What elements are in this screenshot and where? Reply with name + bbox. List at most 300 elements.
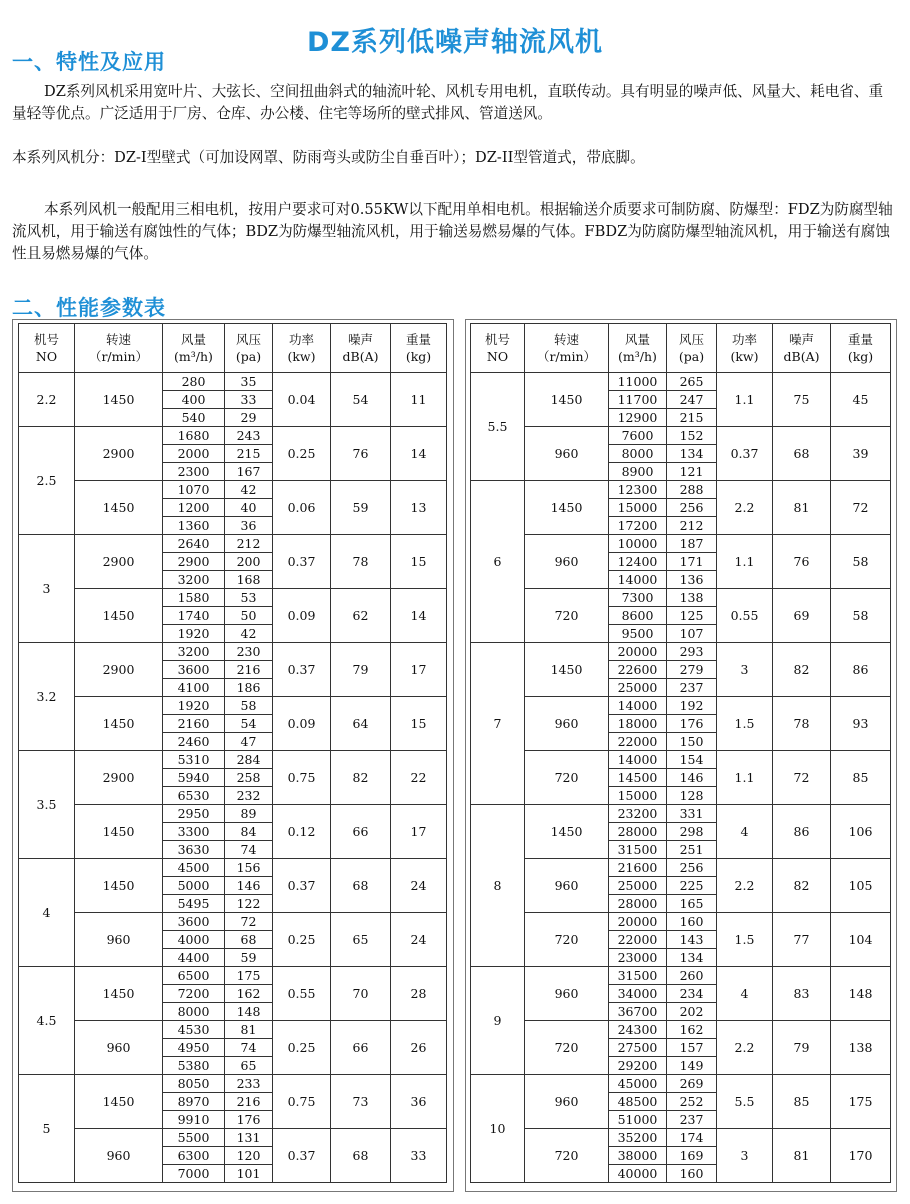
cell-noise: 85 [773,1075,831,1129]
cell-noise: 78 [331,535,391,589]
cell-speed: 1450 [75,1075,163,1129]
cell-pressure: 120 [225,1147,273,1165]
cell-airflow: 17200 [609,517,667,535]
cell-pressure: 215 [667,409,717,427]
cell-airflow: 5380 [163,1057,225,1075]
cell-pressure: 29 [225,409,273,427]
cell-speed: 1450 [75,805,163,859]
cell-airflow: 14000 [609,697,667,715]
cell-pressure: 131 [225,1129,273,1147]
cell-speed: 960 [525,859,609,913]
cell-pressure: 298 [667,823,717,841]
table-row [19,535,447,553]
cell-noise: 82 [331,751,391,805]
cell-airflow: 11700 [609,391,667,409]
cell-power: 0.37 [273,535,331,589]
header-unit: (kw) [730,349,759,364]
cell-airflow: 3200 [163,643,225,661]
cell-power: 1.5 [717,697,773,751]
cell-power: 1.1 [717,535,773,589]
cell-pressure: 146 [225,877,273,895]
table-row [471,805,891,823]
cell-speed: 960 [75,1021,163,1075]
cell-model-no: 4.5 [19,967,75,1075]
cell-airflow: 2900 [163,553,225,571]
cell-pressure: 165 [667,895,717,913]
header-unit: (pa) [235,349,262,364]
cell-airflow: 14000 [609,751,667,769]
table-row [471,373,891,391]
cell-pressure: 122 [225,895,273,913]
cell-power: 3 [717,1129,773,1183]
cell-power: 2.2 [717,1021,773,1075]
cell-airflow: 48500 [609,1093,667,1111]
cell-pressure: 215 [225,445,273,463]
table-row [19,697,447,715]
cell-power: 0.09 [273,589,331,643]
cell-speed: 960 [525,697,609,751]
cell-airflow: 3300 [163,823,225,841]
cell-pressure: 134 [667,949,717,967]
header-label: 转速 [105,332,131,347]
cell-pressure: 152 [667,427,717,445]
cell-pressure: 157 [667,1039,717,1057]
cell-power: 0.25 [273,913,331,967]
cell-pressure: 247 [667,391,717,409]
cell-model-no: 2.5 [19,427,75,535]
cell-pressure: 136 [667,571,717,589]
header-noise [773,324,831,373]
cell-airflow: 51000 [609,1111,667,1129]
cell-airflow: 27500 [609,1039,667,1057]
header-airflow [163,324,225,373]
cell-weight: 106 [831,805,891,859]
cell-airflow: 4000 [163,931,225,949]
cell-model-no: 9 [471,967,525,1075]
cell-weight: 58 [831,589,891,643]
cell-pressure: 42 [225,625,273,643]
cell-airflow: 1200 [163,499,225,517]
cell-weight: 72 [831,481,891,535]
table-row [19,1021,447,1039]
cell-pressure: 149 [667,1057,717,1075]
cell-speed: 720 [525,751,609,805]
table-row [471,1129,891,1147]
cell-pressure: 33 [225,391,273,409]
cell-pressure: 121 [667,463,717,481]
cell-pressure: 212 [225,535,273,553]
cell-weight: 15 [391,535,447,589]
cell-pressure: 256 [667,859,717,877]
cell-weight: 45 [831,373,891,427]
cell-airflow: 14500 [609,769,667,787]
header-unit: dB(A) [342,349,379,364]
cell-noise: 82 [773,643,831,697]
header-speed [75,324,163,373]
cell-weight: 175 [831,1075,891,1129]
header-unit: (kg) [847,349,874,364]
cell-airflow: 5495 [163,895,225,913]
header-power [273,324,331,373]
cell-airflow: 4400 [163,949,225,967]
cell-pressure: 293 [667,643,717,661]
cell-airflow: 7300 [609,589,667,607]
cell-power: 0.06 [273,481,331,535]
cell-airflow: 3600 [163,661,225,679]
header-unit: NO [35,349,58,364]
cell-pressure: 36 [225,517,273,535]
cell-airflow: 11000 [609,373,667,391]
cell-airflow: 6530 [163,787,225,805]
cell-airflow: 9910 [163,1111,225,1129]
header-label: 功率 [288,332,314,347]
header-unit: （r/min） [88,349,149,364]
cell-airflow: 23200 [609,805,667,823]
cell-pressure: 134 [667,445,717,463]
cell-pressure: 101 [225,1165,273,1183]
cell-speed: 2900 [75,427,163,481]
cell-airflow: 2300 [163,463,225,481]
header-pressure [667,324,717,373]
cell-airflow: 36700 [609,1003,667,1021]
header-unit: (kg) [405,349,432,364]
cell-noise: 75 [773,373,831,427]
cell-airflow: 20000 [609,913,667,931]
cell-weight: 58 [831,535,891,589]
cell-noise: 54 [331,373,391,427]
cell-pressure: 162 [225,985,273,1003]
cell-weight: 93 [831,697,891,751]
cell-weight: 138 [831,1021,891,1075]
cell-airflow: 1580 [163,589,225,607]
cell-airflow: 3630 [163,841,225,859]
cell-pressure: 89 [225,805,273,823]
cell-speed: 1450 [525,481,609,535]
header-unit: (m³/h) [174,349,213,364]
header-speed [525,324,609,373]
cell-pressure: 58 [225,697,273,715]
cell-speed: 1450 [75,373,163,427]
header-label: 风量 [624,332,650,347]
header-weight [831,324,891,373]
cell-airflow: 2640 [163,535,225,553]
cell-pressure: 251 [667,841,717,859]
cell-pressure: 128 [667,787,717,805]
cell-airflow: 35200 [609,1129,667,1147]
cell-airflow: 280 [163,373,225,391]
cell-airflow: 4530 [163,1021,225,1039]
cell-airflow: 25000 [609,877,667,895]
cell-speed: 2900 [75,535,163,589]
cell-pressure: 237 [667,1111,717,1129]
cell-airflow: 2000 [163,445,225,463]
cell-power: 2.2 [717,859,773,913]
cell-speed: 2900 [75,643,163,697]
cell-pressure: 156 [225,859,273,877]
cell-power: 1.5 [717,913,773,967]
table-row [471,481,891,499]
cell-pressure: 216 [225,661,273,679]
cell-pressure: 162 [667,1021,717,1039]
cell-airflow: 6300 [163,1147,225,1165]
header-unit: NO [486,349,509,364]
cell-noise: 76 [331,427,391,481]
cell-noise: 73 [331,1075,391,1129]
cell-weight: 26 [391,1021,447,1075]
cell-speed: 720 [525,1021,609,1075]
cell-airflow: 28000 [609,895,667,913]
cell-pressure: 65 [225,1057,273,1075]
cell-airflow: 21600 [609,859,667,877]
cell-noise: 77 [773,913,831,967]
cell-power: 0.25 [273,427,331,481]
cell-weight: 86 [831,643,891,697]
cell-airflow: 31500 [609,967,667,985]
header-pressure [225,324,273,373]
cell-pressure: 169 [667,1147,717,1165]
cell-noise: 81 [773,481,831,535]
table-row [471,1075,891,1093]
table-row [471,697,891,715]
cell-noise: 79 [331,643,391,697]
table-row [471,967,891,985]
cell-airflow: 22600 [609,661,667,679]
cell-speed: 1450 [75,697,163,751]
intro-paragraph-3: 本系列风机一般配用三相电机，按用户要求可对0.55KW以下配用单相电机。根据输送介质要求可制防腐、防爆型：FDZ为防腐型轴流风机，用于输送有腐蚀性的气体；BDZ为防爆型轴流风机，用于输送易燃易爆的气体。FBDZ为防腐防爆型轴流风机，用于输送有腐蚀性且易燃易爆的气体。 [12,201,893,262]
cell-airflow: 29200 [609,1057,667,1075]
cell-speed: 1450 [525,373,609,427]
cell-airflow: 6500 [163,967,225,985]
table-row [471,643,891,661]
header-unit: dB(A) [783,349,820,364]
cell-airflow: 20000 [609,643,667,661]
cell-noise: 69 [773,589,831,643]
cell-airflow: 45000 [609,1075,667,1093]
cell-airflow: 24300 [609,1021,667,1039]
cell-airflow: 2160 [163,715,225,733]
cell-airflow: 12300 [609,481,667,499]
header-unit: (kw) [287,349,316,364]
cell-airflow: 4100 [163,679,225,697]
cell-airflow: 8050 [163,1075,225,1093]
cell-power: 0.12 [273,805,331,859]
cell-pressure: 81 [225,1021,273,1039]
cell-weight: 148 [831,967,891,1021]
table-header-row [471,324,891,373]
cell-pressure: 200 [225,553,273,571]
header-unit: (pa) [678,349,705,364]
table-row [471,913,891,931]
cell-pressure: 107 [667,625,717,643]
table-row [19,751,447,769]
cell-pressure: 216 [225,1093,273,1111]
cell-airflow: 31500 [609,841,667,859]
cell-pressure: 138 [667,589,717,607]
cell-model-no: 10 [471,1075,525,1183]
header-model-no [19,324,75,373]
cell-noise: 83 [773,967,831,1021]
cell-weight: 39 [831,427,891,481]
cell-model-no: 3.2 [19,643,75,751]
cell-power: 0.75 [273,751,331,805]
cell-model-no: 6 [471,481,525,643]
cell-airflow: 8000 [609,445,667,463]
cell-power: 1.1 [717,751,773,805]
cell-power: 0.37 [273,859,331,913]
table-row [19,805,447,823]
cell-weight: 11 [391,373,447,427]
cell-pressure: 187 [667,535,717,553]
cell-speed: 2900 [75,751,163,805]
cell-airflow: 4950 [163,1039,225,1057]
table-row [19,967,447,985]
cell-airflow: 540 [163,409,225,427]
cell-weight: 28 [391,967,447,1021]
cell-airflow: 2950 [163,805,225,823]
cell-model-no: 3 [19,535,75,643]
cell-pressure: 243 [225,427,273,445]
cell-airflow: 25000 [609,679,667,697]
cell-pressure: 225 [667,877,717,895]
cell-noise: 62 [331,589,391,643]
cell-airflow: 38000 [609,1147,667,1165]
cell-pressure: 146 [667,769,717,787]
cell-weight: 17 [391,643,447,697]
cell-pressure: 175 [225,967,273,985]
cell-weight: 85 [831,751,891,805]
cell-airflow: 12400 [609,553,667,571]
cell-pressure: 125 [667,607,717,625]
cell-power: 1.1 [717,373,773,427]
cell-weight: 104 [831,913,891,967]
cell-pressure: 84 [225,823,273,841]
cell-power: 0.25 [273,1021,331,1075]
cell-model-no: 2.2 [19,373,75,427]
cell-speed: 1450 [75,481,163,535]
cell-airflow: 5000 [163,877,225,895]
cell-speed: 1450 [75,859,163,913]
cell-airflow: 1070 [163,481,225,499]
cell-speed: 1450 [525,643,609,697]
cell-model-no: 3.5 [19,751,75,859]
cell-airflow: 15000 [609,499,667,517]
cell-noise: 68 [331,1129,391,1183]
page-title: DZ系列低噪声轴流风机 [307,27,603,58]
cell-speed: 720 [525,1129,609,1183]
cell-pressure: 72 [225,913,273,931]
cell-pressure: 68 [225,931,273,949]
table-row [471,1021,891,1039]
cell-speed: 1450 [75,967,163,1021]
cell-pressure: 284 [225,751,273,769]
table-row [19,373,447,391]
cell-weight: 24 [391,913,447,967]
cell-airflow: 7600 [609,427,667,445]
cell-speed: 720 [525,913,609,967]
table-header-row [19,324,447,373]
cell-weight: 24 [391,859,447,913]
performance-table-right [470,323,891,1183]
cell-airflow: 22000 [609,931,667,949]
cell-pressure: 74 [225,841,273,859]
cell-pressure: 176 [225,1111,273,1129]
cell-airflow: 3200 [163,571,225,589]
cell-power: 0.09 [273,697,331,751]
cell-weight: 22 [391,751,447,805]
cell-airflow: 8000 [163,1003,225,1021]
cell-pressure: 237 [667,679,717,697]
table-row [19,427,447,445]
table-row [19,643,447,661]
cell-power: 0.75 [273,1075,331,1129]
cell-airflow: 8970 [163,1093,225,1111]
header-label: 风压 [678,332,704,347]
intro-paragraph-1: DZ系列风机采用宽叶片、大弦长、空间扭曲斜式的轴流叶轮、风机专用电机，直联传动。具有明显的噪声低、风量大、耗电省、重量轻等优点。广泛适用于厂房、仓库、办公楼、住宅等场所的壁式排风、管道送风。 [12,83,884,122]
cell-power: 2.2 [717,481,773,535]
performance-table-left [18,323,447,1183]
cell-pressure: 202 [667,1003,717,1021]
cell-airflow: 3600 [163,913,225,931]
cell-airflow: 400 [163,391,225,409]
cell-pressure: 47 [225,733,273,751]
cell-pressure: 212 [667,517,717,535]
cell-pressure: 160 [667,913,717,931]
header-label: 重量 [847,332,873,347]
header-label: 机号 [484,332,510,347]
cell-weight: 15 [391,697,447,751]
cell-airflow: 40000 [609,1165,667,1183]
cell-pressure: 258 [225,769,273,787]
cell-pressure: 148 [225,1003,273,1021]
cell-airflow: 12900 [609,409,667,427]
cell-speed: 720 [525,589,609,643]
cell-airflow: 7000 [163,1165,225,1183]
cell-speed: 960 [525,1075,609,1129]
cell-speed: 960 [525,967,609,1021]
cell-power: 4 [717,967,773,1021]
cell-noise: 82 [773,859,831,913]
cell-pressure: 256 [667,499,717,517]
cell-airflow: 28000 [609,823,667,841]
header-label: 噪声 [788,332,814,347]
cell-weight: 13 [391,481,447,535]
cell-airflow: 10000 [609,535,667,553]
cell-power: 0.37 [273,643,331,697]
cell-airflow: 5940 [163,769,225,787]
cell-pressure: 40 [225,499,273,517]
cell-speed: 1450 [525,805,609,859]
table-row [471,535,891,553]
cell-power: 0.55 [717,589,773,643]
cell-airflow: 22000 [609,733,667,751]
cell-pressure: 171 [667,553,717,571]
cell-weight: 14 [391,427,447,481]
cell-speed: 1450 [75,589,163,643]
cell-noise: 78 [773,697,831,751]
section-heading-parameters: 二、性能参数表 [12,296,166,320]
cell-noise: 66 [331,1021,391,1075]
cell-model-no: 4 [19,859,75,967]
cell-power: 0.37 [717,427,773,481]
cell-speed: 960 [75,913,163,967]
cell-model-no: 5.5 [471,373,525,481]
cell-noise: 76 [773,535,831,589]
cell-pressure: 35 [225,373,273,391]
table-row [19,481,447,499]
cell-pressure: 186 [225,679,273,697]
header-model-no [471,324,525,373]
cell-pressure: 150 [667,733,717,751]
